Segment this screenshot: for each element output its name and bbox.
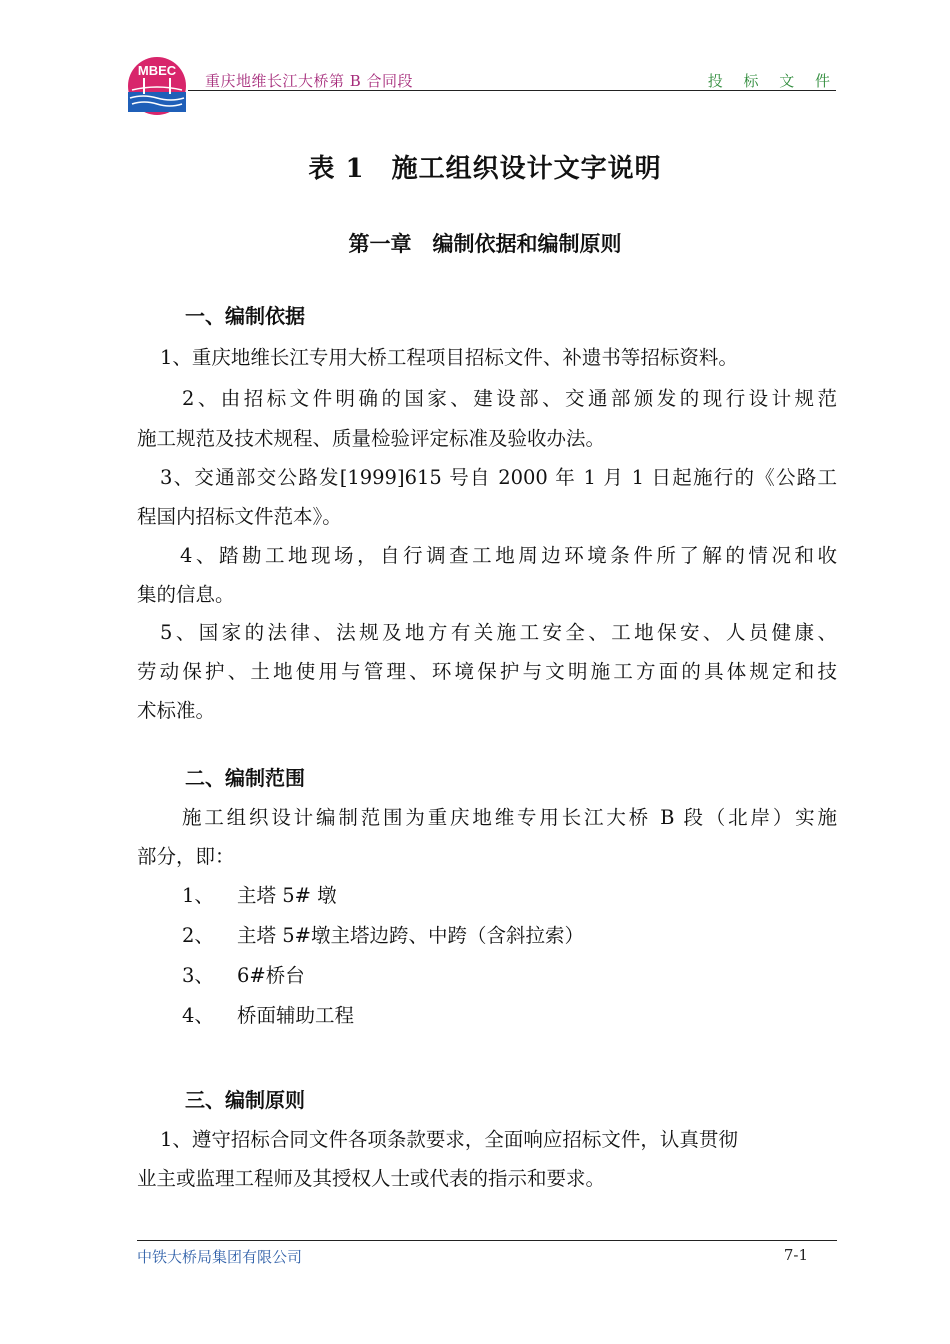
section-heading-scope: 二、编制范围 bbox=[185, 766, 305, 790]
header-doc-type: 投 标 文 件 bbox=[707, 72, 838, 90]
page-number: 7-1 bbox=[783, 1246, 808, 1264]
section-heading-principles: 三、编制原则 bbox=[185, 1088, 305, 1112]
basis-item-3-line-1: 3、交通部交公路发[1999]615 号自 2000 年 1 月 1 日起施行的《公路工 bbox=[160, 466, 837, 489]
scope-list-text: 主塔 5#墩主塔边跨、中跨（含斜拉索） bbox=[237, 924, 584, 947]
scope-list-number: 3、 bbox=[182, 964, 214, 987]
footer-divider bbox=[137, 1240, 837, 1241]
scope-list-text: 主塔 5# 墩 bbox=[237, 884, 337, 907]
scope-list-number: 4、 bbox=[182, 1004, 214, 1027]
basis-item-5-line-2: 劳动保护、土地使用与管理、环境保护与文明施工方面的具体规定和技 bbox=[137, 660, 837, 683]
scope-paragraph-line-1: 施工组织设计编制范围为重庆地维专用长江大桥 B 段（北岸）实施 bbox=[182, 806, 837, 829]
principle-item-1-line-1: 1、遵守招标合同文件各项条款要求，全面响应招标文件，认真贯彻 bbox=[160, 1128, 738, 1151]
basis-item-3-line-2: 程国内招标文件范本》。 bbox=[137, 505, 342, 528]
basis-item-5-line-3: 术标准。 bbox=[137, 699, 216, 722]
scope-list-number: 1、 bbox=[182, 884, 214, 907]
header-project: 重庆地维长江大桥第 B 合同段 bbox=[205, 72, 414, 90]
section-heading-basis: 一、编制依据 bbox=[185, 304, 305, 328]
footer-company: 中铁大桥局集团有限公司 bbox=[137, 1248, 303, 1266]
logo-text: MBEC bbox=[137, 63, 177, 78]
page-title: 表 1 施工组织设计文字说明 bbox=[308, 154, 662, 184]
mbec-logo bbox=[126, 56, 188, 116]
basis-item-2-line-1: 2、由招标文件明确的国家、建设部、交通部颁发的现行设计规范 bbox=[182, 387, 837, 410]
scope-list-item bbox=[182, 1000, 354, 1028]
scope-list-item bbox=[182, 960, 305, 988]
scope-paragraph-line-2: 部分，即： bbox=[137, 845, 235, 868]
principle-item-1-line-2: 业主或监理工程师及其授权人士或代表的指示和要求。 bbox=[137, 1167, 606, 1190]
basis-item-4-line-2: 集的信息。 bbox=[137, 583, 235, 606]
scope-list-text: 桥面辅助工程 bbox=[237, 1004, 355, 1027]
scope-list-number: 2、 bbox=[182, 924, 214, 947]
header-divider bbox=[188, 90, 836, 91]
basis-item-5-line-1: 5、国家的法律、法规及地方有关施工安全、工地保安、人员健康、 bbox=[160, 621, 837, 644]
scope-list-text: 6#桥台 bbox=[237, 964, 305, 987]
basis-item-1: 1、重庆地维长江专用大桥工程项目招标文件、补遗书等招标资料。 bbox=[160, 346, 738, 369]
basis-item-4-line-1: 4、踏勘工地现场，自行调查工地周边环境条件所了解的情况和收 bbox=[180, 544, 837, 567]
basis-item-2-line-2: 施工规范及技术规程、质量检验评定标准及验收办法。 bbox=[137, 427, 606, 450]
scope-list-item bbox=[182, 880, 337, 908]
chapter-title: 第一章 编制依据和编制原则 bbox=[348, 231, 622, 256]
scope-list-item bbox=[182, 920, 584, 948]
